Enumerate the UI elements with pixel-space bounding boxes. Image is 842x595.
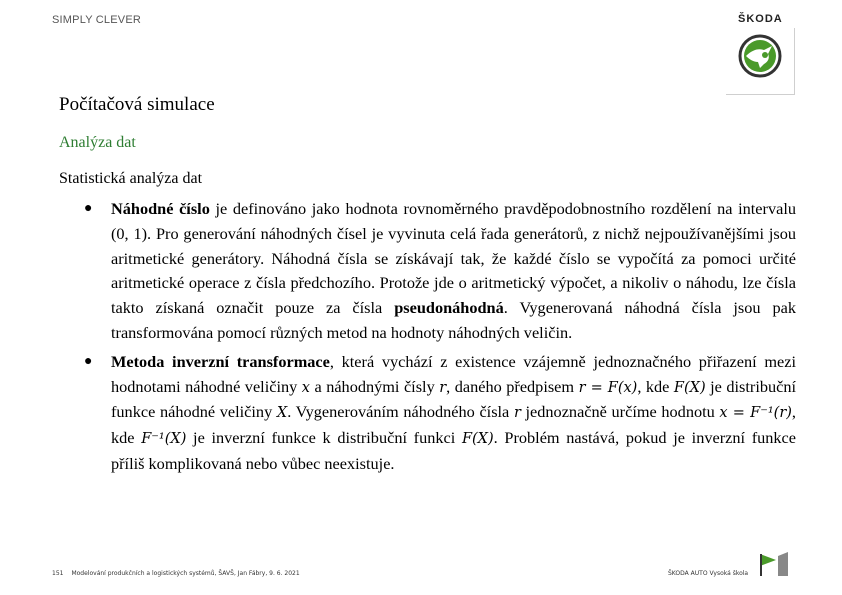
math-x: x [301, 379, 310, 396]
text: . Problém nastává, pokud je inverzní funkce příliš komplikovaná nebo vůbec neexistuje. [111, 428, 796, 473]
subtitle: Analýza dat [59, 134, 136, 151]
math-x-eq-finv: x = F⁻¹(r) [719, 405, 792, 422]
bullet-paragraph-random-number [84, 197, 796, 346]
math-fX: F(X) [673, 379, 706, 396]
text: jednoznačně určíme hodnotu [520, 402, 720, 422]
text: , kde [637, 376, 674, 396]
math-X: X [276, 405, 288, 422]
text: je distribuční funkce náhodné veličiny [111, 376, 797, 422]
text: . Vygenerováním náhodného čísla [287, 402, 514, 422]
term-inverse-transform: Metoda inverzní transformace [111, 351, 330, 371]
text: , daného předpisem [446, 376, 579, 396]
bullet-icon: ● [84, 201, 93, 216]
section-heading: Statistická analýza dat [59, 170, 203, 187]
text: a náhodnými čísly [309, 376, 440, 396]
brand-wordmark: ŠKODA [738, 13, 783, 25]
text: je inverzní funkce k distribuční funkci [186, 428, 462, 448]
slogan: SIMPLY CLEVER [52, 14, 142, 26]
text: , která vychází z existence vzájemně jednoznačného přiřazení mezi hodnotami náhodné veličiny [111, 351, 796, 396]
footer-text: Modelování produkčních a logistických systémů, ŠAVŠ, Jan Fábry, 9. 6. 2021 [71, 570, 300, 577]
skoda-logo-icon [738, 34, 782, 78]
bullet-icon: ● [84, 353, 93, 369]
page-title: Počítačová simulace [59, 94, 215, 115]
footer-school: ŠKODA AUTO Vysoká škola [668, 570, 749, 577]
bullet-paragraph-inverse-transform [84, 350, 796, 477]
flag-icon [758, 552, 790, 578]
footer-info [52, 570, 300, 577]
term-random-number: Náhodné číslo [111, 199, 210, 218]
content-body [84, 197, 796, 481]
page-number: 151 [52, 570, 64, 577]
math-r: r [513, 405, 521, 422]
term-pseudorandom: pseudonáhodná [394, 298, 504, 318]
text: . Vygenerovaná náhodná čísla jsou pak transformována pomocí různých metod na hodnoty náhodných veličin. [111, 298, 796, 342]
math-finv-X: F⁻¹(X) [141, 431, 187, 448]
math-r-eq-fx: r = F(x) [578, 379, 638, 396]
text: , kde [111, 402, 796, 448]
math-r: r [439, 379, 447, 396]
text: je definováno jako hodnota rovnoměrného pravděpodobnostního rozdělení na intervalu (0, 1). Pro generování náhodných čísel je vyvinuta celá řada generátorů, z nichž nejpoužívanějšími jsou aritmetické generátory. Náhodná čísla se získávají tak, že každé číslo se vypočítá za pomoci určité aritmetické operace z čísla předchozího. Protože jde o aritmetický výpočet, a nikoliv o náhodu, lze čísla takto získaná označit pouze za čísla [111, 199, 796, 318]
math-fX: F(X) [461, 431, 494, 448]
logo-container [726, 28, 795, 95]
